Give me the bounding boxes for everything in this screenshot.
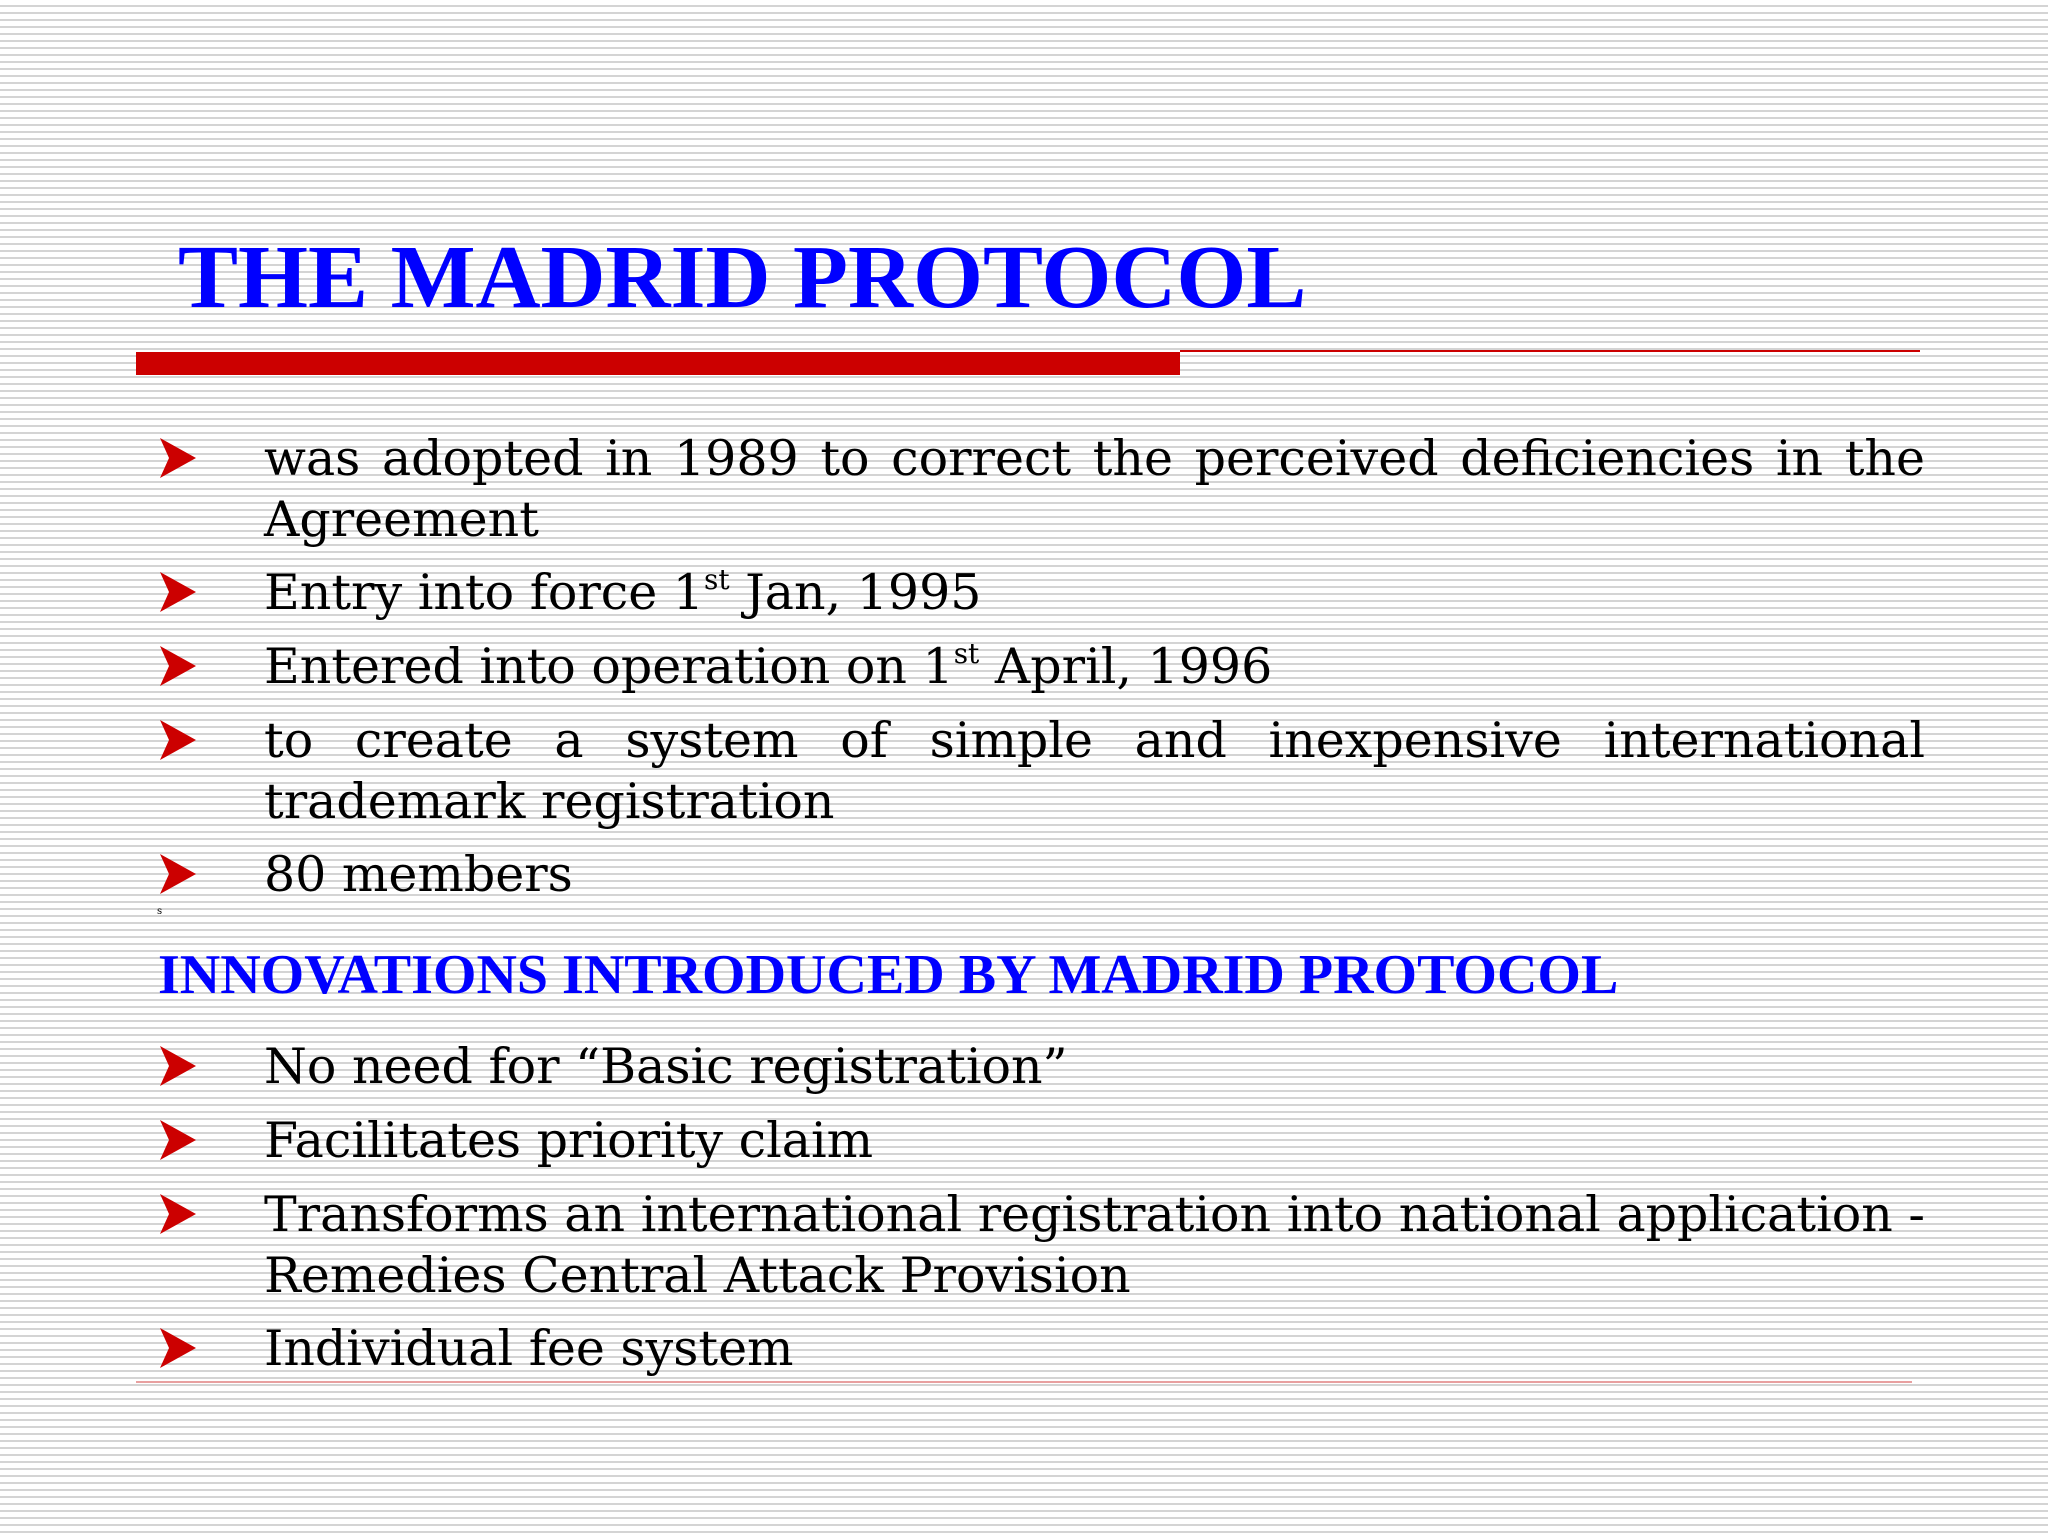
arrowhead-bullet-icon [160, 1194, 196, 1234]
innovation-text: No need for “Basic registration” [264, 1038, 1068, 1095]
innovation-text: Transforms an international registration into national application - Remedies Central Attack Provision [264, 1186, 1925, 1304]
bullet-item [160, 562, 1925, 623]
innovation-text: Facilitates priority claim [264, 1112, 874, 1169]
bullet-text: to create a system of simple and inexpensive international trademark registration [264, 712, 1925, 830]
bullet-item [160, 844, 1925, 905]
bullet-text-part: Entered into operation on 1 [264, 638, 954, 695]
footer-rule [136, 1381, 1912, 1383]
innovation-item [160, 1110, 1925, 1171]
bullet-text: 80 members [264, 846, 573, 903]
bullet-item [160, 710, 1925, 832]
arrowhead-bullet-icon [160, 1328, 196, 1368]
arrowhead-bullet-icon [160, 854, 196, 894]
slide-title: THE MADRID PROTOCOL [178, 228, 1307, 327]
section-heading: INNOVATIONS INTRODUCED BY MADRID PROTOCOL [158, 944, 1619, 1006]
ordinal-suffix: st [703, 563, 730, 596]
arrowhead-bullet-icon [160, 646, 196, 686]
innovation-item [160, 1036, 1925, 1097]
bullet-item [160, 636, 1925, 697]
title-underline-thin [1180, 350, 1920, 352]
innovation-item [160, 1318, 1925, 1379]
arrowhead-bullet-icon [160, 720, 196, 760]
arrowhead-bullet-icon [160, 1046, 196, 1086]
innovation-item [160, 1184, 1925, 1306]
arrowhead-bullet-icon [160, 1120, 196, 1160]
bullet-text-part: Entry into force 1 [264, 564, 704, 621]
innovation-text: Individual fee system [264, 1320, 794, 1377]
bullet-text [264, 562, 1925, 623]
ordinal-suffix: st [953, 637, 980, 670]
bullet-item [160, 428, 1925, 550]
arrowhead-bullet-icon [160, 572, 196, 612]
bullet-text: was adopted in 1989 to correct the perceived deficiencies in the Agreement [264, 430, 1925, 548]
stray-mark: s [157, 906, 163, 917]
bullet-text-part: April, 1996 [979, 638, 1273, 695]
arrowhead-bullet-icon [160, 438, 196, 478]
bullet-text [264, 636, 1925, 697]
title-underline-thick [136, 352, 1180, 375]
bullet-text-part: Jan, 1995 [729, 564, 982, 621]
